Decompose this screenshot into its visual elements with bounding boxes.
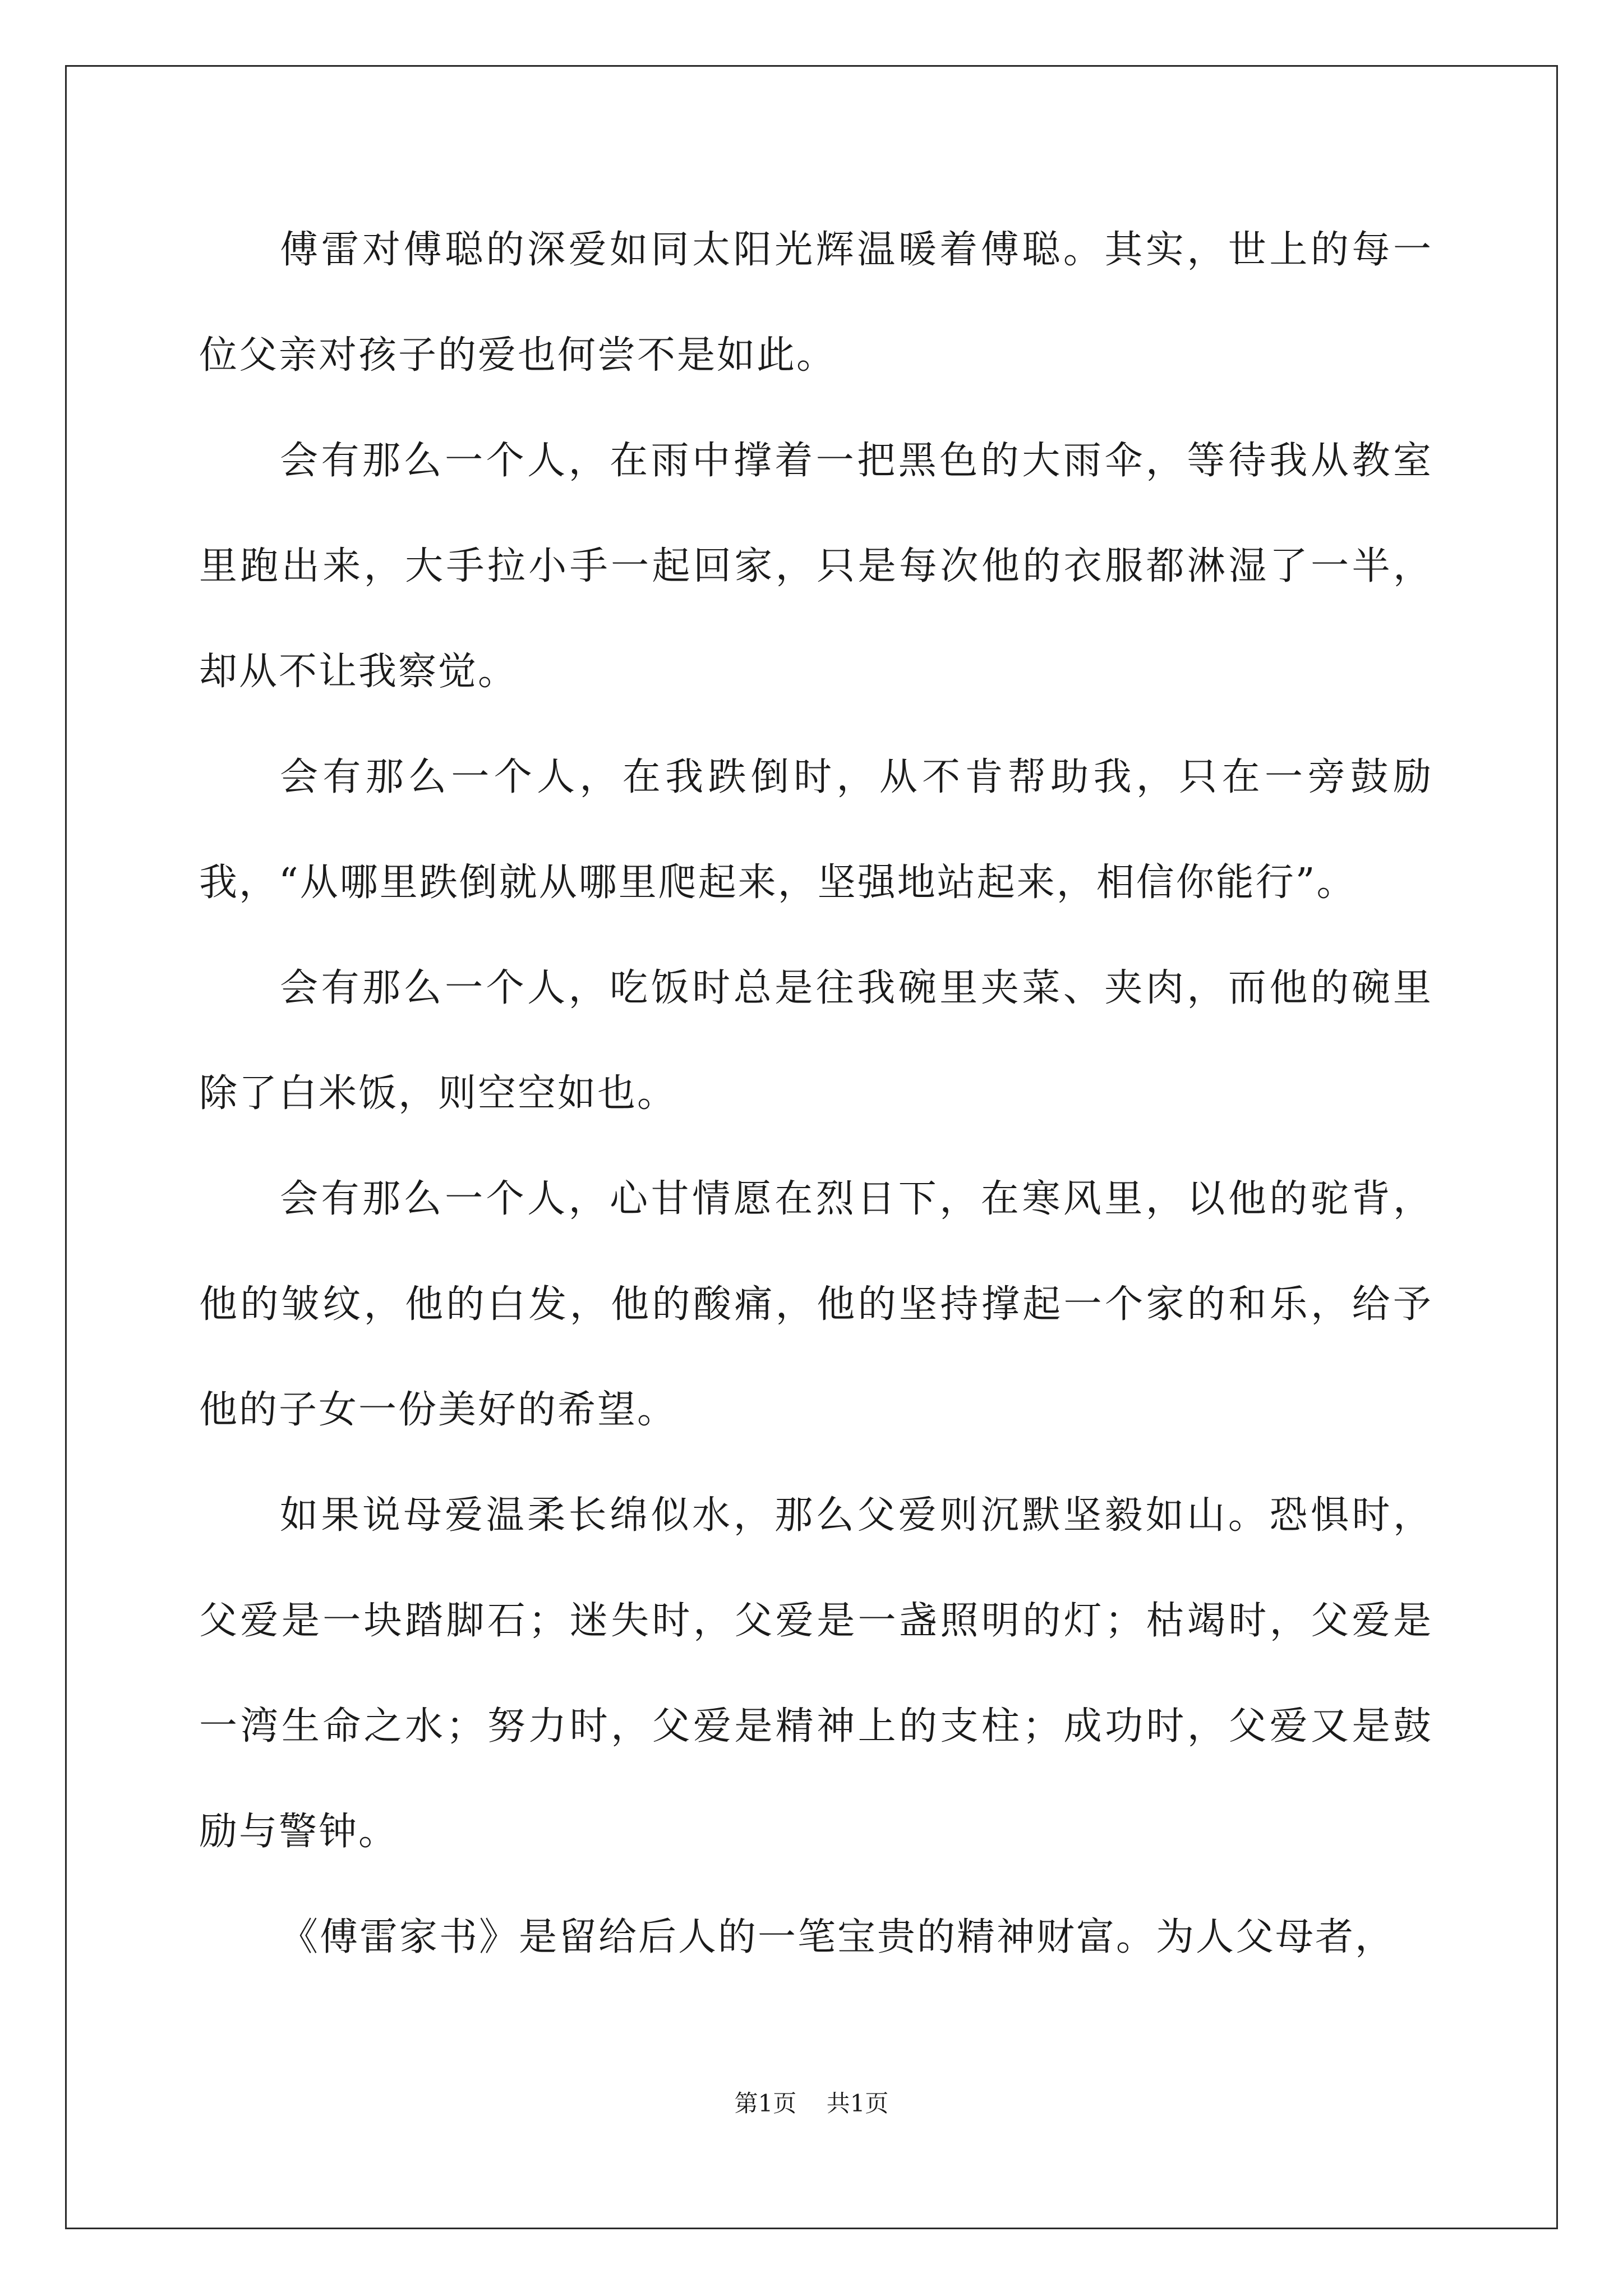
- paragraph-2: 会有那么一个人，在雨中撑着一把黑色的大雨伞，等待我从教室里跑出来，大手拉小手一起回家，只是每次他的衣服都淋湿了一半，却从不让我察觉。: [199, 439, 1433, 694]
- paragraph-7: 《傅雷家书》是留给后人的一笔宝贵的精神财富。为人父母者，: [280, 1915, 1395, 1959]
- paragraph-5: 会有那么一个人，心甘情愿在烈日下，在寒风里，以他的驼背，他的皱纹，他的白发，他的酸痛，他的坚持撑起一个家的和乐，给予他的子女一份美好的希望。: [199, 1177, 1433, 1432]
- page-footer: [0, 2087, 1623, 2120]
- page-number: 第1页: [734, 2090, 797, 2117]
- paragraph-6: 如果说母爱温柔长绵似水，那么父爱则沉默坚毅如山。恐惧时，父爱是一块踏脚石；迷失时，父爱是一盏照明的灯；枯竭时，父爱是一湾生命之水；努力时，父爱是精神上的支柱；成功时，父爱又是鼓励与警钟。: [199, 1493, 1433, 1854]
- document-body: [199, 197, 1433, 1990]
- page-total: 共1页: [826, 2090, 889, 2117]
- paragraph-4: 会有那么一个人，吃饭时总是往我碗里夹菜、夹肉，而他的碗里除了白米饭，则空空如也。: [199, 966, 1433, 1116]
- paragraph-1: 傅雷对傅聪的深爱如同太阳光辉温暖着傅聪。其实，世上的每一位父亲对孩子的爱也何尝不是如此。: [199, 228, 1433, 378]
- paragraph-3: 会有那么一个人，在我跌倒时，从不肯帮助我，只在一旁鼓励我，“从哪里跌倒就从哪里爬起来，坚强地站起来，相信你能行”。: [199, 755, 1433, 905]
